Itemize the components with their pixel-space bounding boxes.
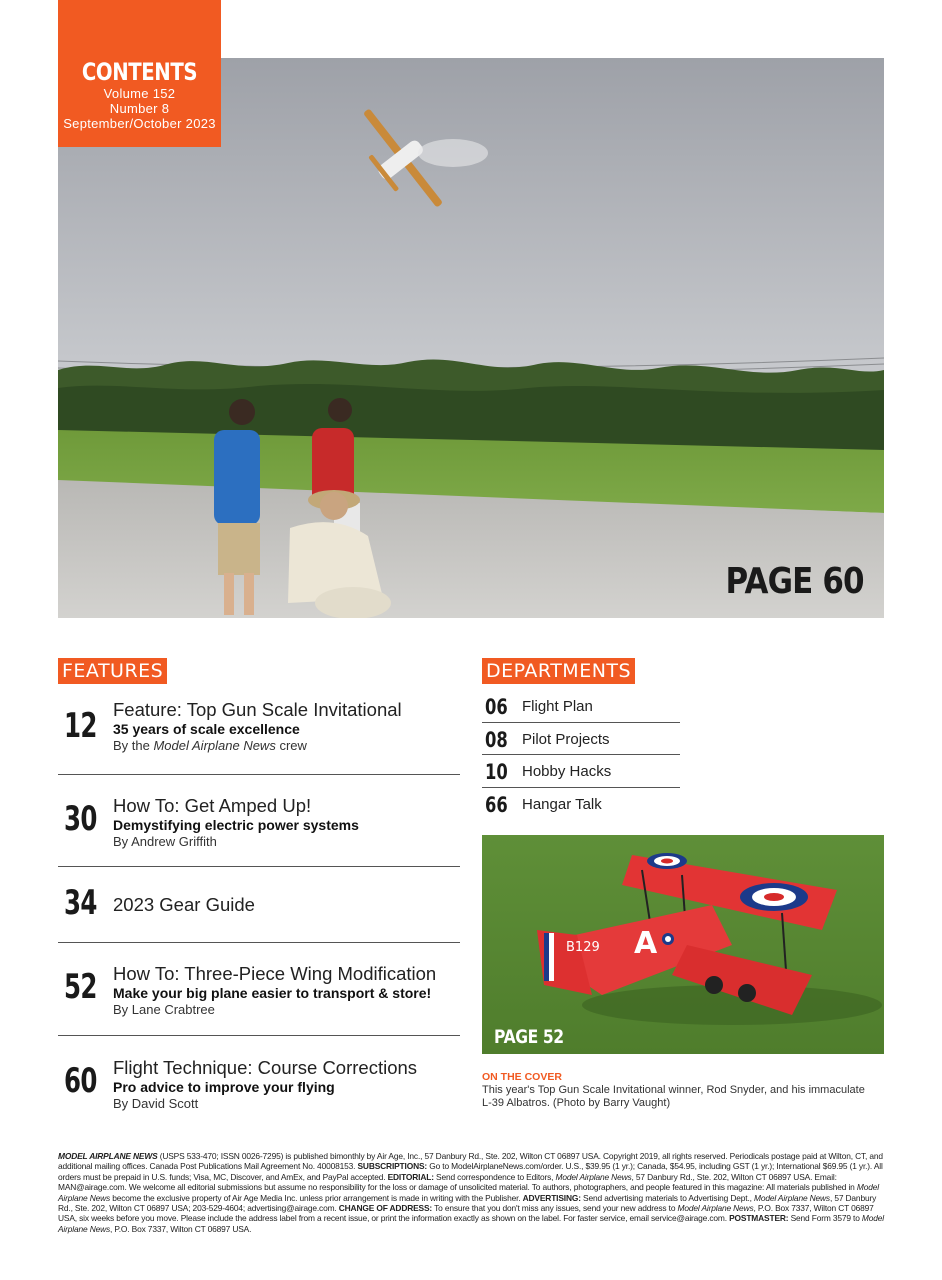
department-item[interactable] [482,690,680,723]
feature-item[interactable] [58,686,460,775]
department-page-number: 06 [485,695,508,719]
feature-item[interactable] [58,1036,460,1126]
feature-subtitle: 35 years of scale excellence [113,721,300,737]
hero-page-label[interactable]: PAGE 60 [725,561,864,602]
volume-label: Volume 152 [103,86,176,101]
features-header: FEATURES [58,658,167,684]
cover-caption-line: L-39 Albatros. (Photo by Barry Vaught) [482,1097,671,1109]
plane-letter: A [634,926,658,961]
issue-date-label: September/October 2023 [63,116,216,131]
feature-subtitle: Demystifying electric power systems [113,817,359,833]
cover-caption-heading: ON THE COVER [482,1071,562,1083]
department-item[interactable] [482,755,680,788]
feature-item[interactable] [58,943,460,1036]
department-label: Hangar Talk [522,795,602,813]
department-page-number: 10 [485,760,508,784]
masthead-fine-print: MODEL AIRPLANE NEWS (USPS 533-470; ISSN 0026-7295) is published bimonthly by Air Age, Inc., 57 Danbury Rd., Ste. 202, Wilton CT 06897 USA. Copyright 2019, all rights reserved. Periodicals postage paid at Wilton, CT, and additional mailing offices. Canada Post Publications Mail Agreement No. 40008153. SUBSCRIPTIONS: Go to ModelAirplaneNews.com/order. U.S., $39.95 (1 yr.); Canada, $54.95, including GST (1 yr.); International $69.95 (1 yr.). All orders must be prepaid in U.S. funds; Visa, MC, Discover, and AmEx, and PayPal accepted. EDITORIAL: Send correspondence to Editors, Model Airplane News, 57 Danbury Rd., Ste. 202, Wilton CT 06897 USA. Email: MAN@airage.com. We welcome all editorial submissions but assume no responsibility for the loss or damage of unsolicited material. To authors, photographers, and people featured in this magazine: All materials published in Model Airplane News become the exclusive property of Air Age Media Inc. unless prior arrangement is made in writing with the Publisher. ADVERTISING: Send advertising materials to Advertising Dept., Model Airplane News, 57 Danbury Rd., Ste. 202, Wilton CT 06897 USA; 203-529-4604; advertising@airage.com. CHANGE OF ADDRESS: To ensure that you don't miss any issues, send your new address to Model Airplane News, P.O. Box 7337, Wilton CT 06897 USA, six weeks before you move. Please include the address label from a recent issue, or print the information exactly as shown on the label. For faster service, email service@airage.com. POSTMASTER: Send Form 3579 to Model Airplane News, P.O. Box 7337, Wilton CT 06897 USA. [58,1151,884,1234]
feature-page-number: 12 [64,706,97,746]
feature-subtitle: Pro advice to improve your flying [113,1079,335,1095]
feature-byline: By Lane Crabtree [113,1002,215,1017]
department-item[interactable] [482,788,680,821]
feature-item[interactable] [58,775,460,867]
contents-box [58,0,221,147]
cover-page-label[interactable]: PAGE 52 [494,1026,564,1048]
cover-caption-line: This year's Top Gun Scale Invitational winner, Rod Snyder, and his immaculate [482,1084,865,1096]
feature-page-number: 30 [64,799,97,839]
feature-subtitle: Make your big plane easier to transport & store! [113,985,432,1001]
departments-list [482,690,680,820]
department-page-number: 08 [485,727,508,752]
department-label: Pilot Projects [522,730,610,748]
feature-page-number: 34 [64,883,97,923]
feature-page-number: 60 [64,1061,97,1101]
contents-title: CONTENTS [81,58,198,86]
feature-byline: By the Model Airplane News crew [113,738,307,753]
feature-title: How To: Get Amped Up! [113,795,312,816]
feature-byline: By David Scott [113,1096,199,1111]
issue-number-label: Number 8 [109,101,170,116]
feature-title: How To: Three-Piece Wing Modification [113,963,437,984]
feature-title: Feature: Top Gun Scale Invitational [113,699,402,720]
feature-title: 2023 Gear Guide [113,894,255,915]
cover-photo [482,835,884,1054]
department-label: Flight Plan [522,698,593,715]
cover-photo-illustration [482,835,884,1054]
department-page-number: 66 [485,792,508,817]
department-item[interactable] [482,723,680,756]
department-label: Hobby Hacks [522,763,612,780]
feature-title: Flight Technique: Course Corrections [113,1057,418,1078]
features-list [58,686,460,1126]
feature-page-number: 52 [64,967,97,1007]
feature-byline: By Andrew Griffith [113,834,217,849]
feature-item[interactable] [58,867,460,943]
plane-marking: B129 [566,940,600,955]
cover-caption [482,1071,882,1110]
departments-header: DEPARTMENTS [482,658,635,684]
